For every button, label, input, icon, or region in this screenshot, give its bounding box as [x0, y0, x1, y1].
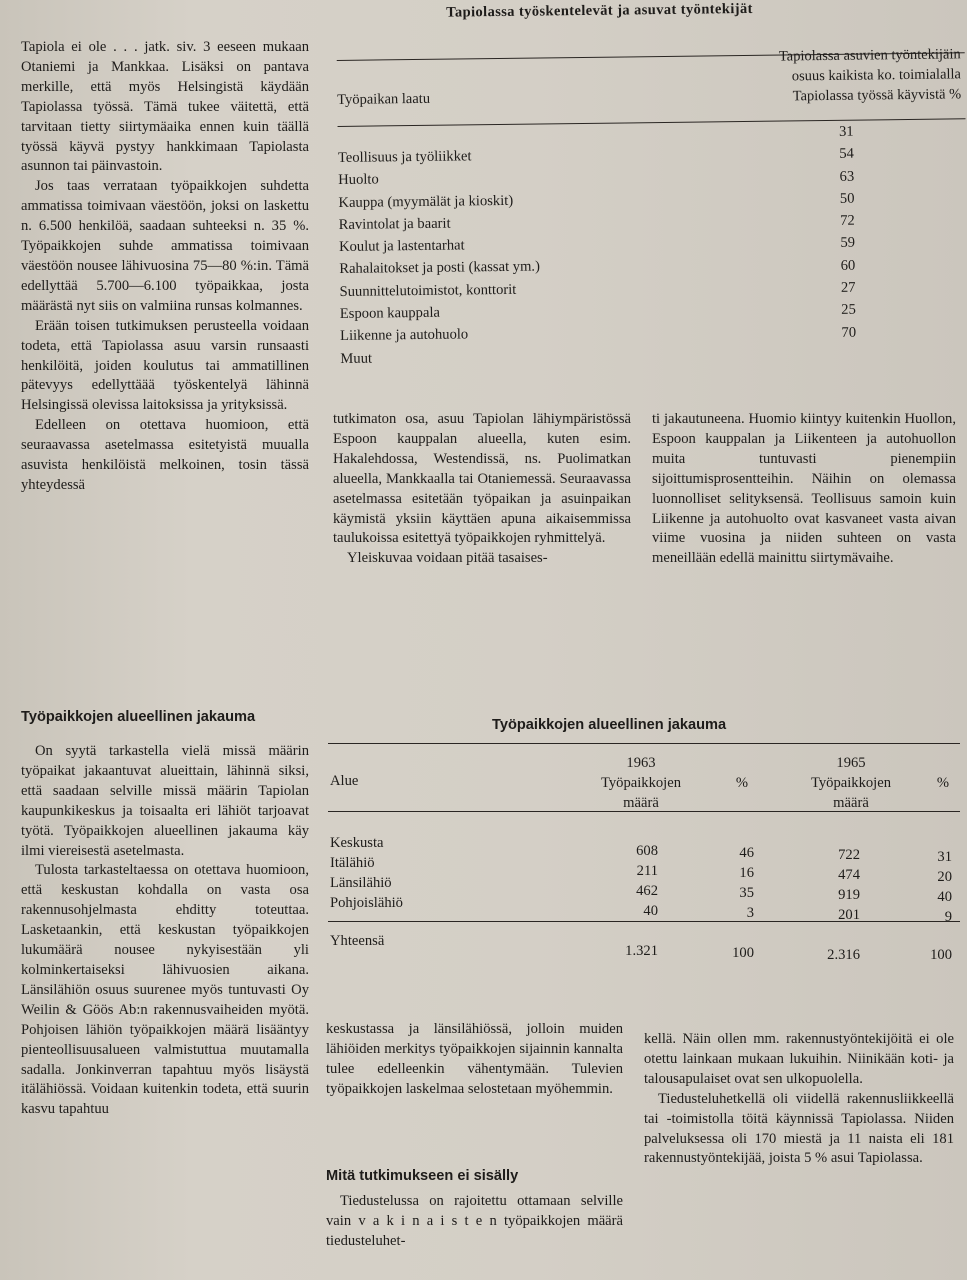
workers-table [334, 0, 967, 400]
cell: 35 [739, 885, 754, 901]
header-year: 1963 [626, 755, 656, 771]
row-label: Teollisuus ja työliikket [337, 148, 472, 166]
row-label: Koulut ja lastentarhat [338, 237, 465, 256]
row-label: Rahalaitokset ja posti (kassat ym.) [339, 258, 540, 278]
row-label: Keskusta [330, 835, 384, 851]
cell: 31 [937, 849, 952, 865]
cell: 100 [930, 947, 952, 963]
row-label: Itälähiö [330, 855, 375, 871]
left-column-bottom [21, 742, 309, 1120]
row-value: 59 [840, 235, 856, 252]
paragraph: kellä. Näin ollen mm. rakennustyöntekijöitä ei ole otettu lainkaan mukaan lukuihin. Niinikään koti- ja talousapulaiset ovat sen ulkopuolella. [644, 1031, 954, 1087]
header-line: osuus kaikista ko. toimialalla [791, 66, 962, 85]
column-header: Työpaikan laatu [337, 90, 431, 108]
column-header [786, 753, 916, 813]
paragraph: Yleiskuvaa voidaan pitää tasaises- [347, 550, 548, 567]
row-label: Ravintolat ja baarit [338, 215, 451, 233]
header-line: Tapiolassa työssä käyvistä % [792, 86, 962, 105]
cell: 462 [636, 883, 658, 899]
paragraph: keskustassa ja länsilähiössä, jolloin muiden lähiöiden merkitys työpaikkojen sijainnin kannalta tulee edelleenkin vähentymään. Tulevien työpaikkojen laskelmaa selostetaan myöhemmin. [326, 1021, 623, 1097]
cell: 46 [739, 845, 754, 861]
row-label: Espoon kauppala [339, 304, 441, 323]
header-line: Työpaikkojen [600, 775, 682, 791]
cell: 9 [944, 909, 952, 925]
row-value: 31 [838, 123, 854, 140]
middle-column-bottom [326, 1020, 623, 1100]
cell: 211 [636, 863, 658, 879]
distribution-table [326, 715, 960, 975]
right-column [652, 410, 956, 569]
cell: 2.316 [827, 947, 860, 963]
cell: 474 [838, 867, 860, 883]
table-rule [328, 811, 960, 812]
column-header: % [735, 775, 749, 791]
cell: 3 [746, 905, 754, 921]
row-label: Länsilähiö [330, 875, 392, 891]
paragraph: Tulosta tarkasteltaessa on otettava huomioon, että keskustan kohdalla on vasta osa rakennusohjelmasta ehditty toteuttaa. Lasketaankin, että keskustan työpaikkojen lukumäärä nousee nykyisestään yli kolminkertaiseksi lähivuosien aikana. Länsilähiön osuus suurenee myös tuntuvasti Oy Weilin & Göös Ab:n rakennusvaiheiden myötä. Pohjoisen lähiön työpaikkojen määrä lisääntyy pienteollisuusalueen valmistuttua muutamalla sadalla. Jonkinverran tapahtuu myös lisäystä itälähiössä. Voidaan kuitenkin todeta, että suurin kasvu tapahtuu [21, 862, 309, 1118]
row-value: 70 [841, 324, 857, 341]
paragraph: ti jakautuneena. Huomio kiintyy kuitenkin Huollon, Espoon kauppalan ja Liikenteen ja autohuollon muita tuntuvasti pienempiin sijoittumisprosentteihin. Näihin on olemassa luonnolliset selityksensä. Teollisuus samoin kuin Liikenne ja autohuolto ovat kasvaneet vasta aivan viime vuosina ja niiden suhteen on vasta meneillään edellä mainittu siirtymävaihe. [652, 411, 956, 567]
cell: 40 [937, 889, 952, 905]
cell: 100 [732, 945, 754, 961]
middle-column-bottom-2 [326, 1192, 623, 1252]
table-rule [328, 743, 960, 744]
paragraph: tutkimaton osa, asuu Tapiolan lähiympäristössä Espoon kauppalan alueella, kuten esim. Hakalehdossa, Westendissä, ns. Puolimatkan alueella, Mankkaalla tai Otaniemessä. Seuraavassa asetelmassa esitetään työpaikan ja asuinpaikan käymistä yksiin käyttäen apuna aikaisemmissa taulukoissa esitettyä työpaikkojen ryhmittelyä. [333, 411, 631, 547]
cell: 1.321 [625, 943, 658, 959]
header-line: Tapiolassa asuvien työntekijäin [778, 46, 961, 65]
table-body [337, 123, 961, 373]
row-value: 60 [840, 257, 856, 274]
cell: 919 [838, 887, 860, 903]
left-column-top [21, 38, 309, 496]
row-value: 72 [840, 212, 855, 230]
row-label: Yhteensä [330, 933, 385, 949]
paragraph: On syytä tarkastella vielä missä määrin työpaikat jakaantuvat alueittain, lähinnä siksi, että saadaan selville missä määrin Tapiolan kaupunkikeskus ja toisaalta eri lähiöt tarjoavat työtä. Työpaikkojen alueellinen jakauma käy ilmi viereisestä asetelmasta. [21, 743, 309, 859]
row-value: 27 [840, 279, 856, 296]
row-label: Muut [340, 350, 373, 367]
row-label: Suunnittelutoimistot, konttorit [339, 281, 517, 300]
middle-column [333, 410, 631, 569]
column-header [576, 753, 706, 813]
column-header [671, 44, 962, 108]
row-value: 25 [841, 302, 856, 319]
cell: 16 [739, 865, 754, 881]
cell: 608 [636, 843, 658, 859]
cell: 201 [838, 907, 860, 923]
paragraph: Erään toisen tutkimuksen perusteella voidaan todeta, että Tapiolassa asuu varsin runsaasti henkilöitä, joiden koulutus tai ammatillinen pätevyys edellyttäää työskentelyä lähinnä Helsingissä olevissa laitoksissa ja yrityksissä. [21, 317, 309, 414]
section-heading: Mitä tutkimukseen ei sisälly [326, 1168, 519, 1184]
cell: 722 [838, 847, 860, 863]
section-heading: Työpaikkojen alueellinen jakauma [21, 709, 256, 725]
header-line: Työpaikkojen [810, 775, 892, 791]
paragraph: Tiedusteluhetkellä oli viidellä rakennusliikkeellä tai -toimistolla töitä käynnissä Tapiolassa. Niiden palveluksessa oli 170 miestä ja 11 naista eli 181 rakennustyöntekijää, joista 5 % asui Tapiolassa. [644, 1090, 954, 1167]
row-value: 63 [839, 168, 855, 185]
column-header: Alue [330, 773, 359, 789]
row-label: Kauppa (myymälät ja kioskit) [338, 192, 514, 211]
row-label: Liikenne ja autohuolo [340, 326, 469, 345]
row-value: 50 [839, 190, 855, 207]
header-line: määrä [833, 795, 869, 811]
paragraph: Jos taas verrataan työpaikkojen suhdetta ammatissa toimivaan väestöön, joksi on laskettu n. 6.500 henkilöä, saadaan suhteeksi n. 35 %. Työpaikkojen suhde ammatissa toimivaan väestöön nousee lähivuosina 75—80 %:in. Tämä edellyttää 5.700—6.100 työpaikkaa, josta määrästä nyt siis on valmiina runsas kolmannes. [21, 178, 309, 314]
right-column-bottom [644, 1030, 954, 1169]
table-title: Tapiolassa työskentelevät ja asuvat työntekijät [446, 0, 753, 21]
column-header: % [936, 775, 950, 791]
paragraph: Tiedustelussa on rajoitettu ottamaan selville vain v a k i n a i s t e n työpaikkojen määrä tiedusteluhet- [326, 1193, 623, 1249]
table-rule [338, 118, 966, 127]
row-value: 54 [839, 145, 855, 163]
row-label: Pohjoislähiö [330, 895, 403, 911]
cell: 40 [643, 903, 658, 919]
table-title: Työpaikkojen alueellinen jakauma [492, 717, 727, 733]
header-year: 1965 [836, 755, 866, 771]
header-line: määrä [623, 795, 659, 811]
cell: 20 [937, 869, 952, 885]
paragraph: Edelleen on otettava huomioon, että seuraavassa asetelmassa esitetyistä muualla asuvista henkilöistä melkoinen, tosin tässä yhteydessä [21, 417, 309, 493]
paragraph: Tapiola ei ole . . . jatk. siv. 3 eeseen mukaan Otaniemi ja Mankkaa. Lisäksi on pantava merkille, että myös Helsingistä käydään Tapiolassa työssä. Tämä tukee väitettä, että tarvitaan tietty siirtymäaika ennen kuin täällä työssä käyvä pystyy hankkimaan Tapiolasta asunnon tai päinvastoin. [21, 39, 309, 175]
row-label: Huolto [338, 171, 379, 189]
table-rule [328, 921, 960, 922]
